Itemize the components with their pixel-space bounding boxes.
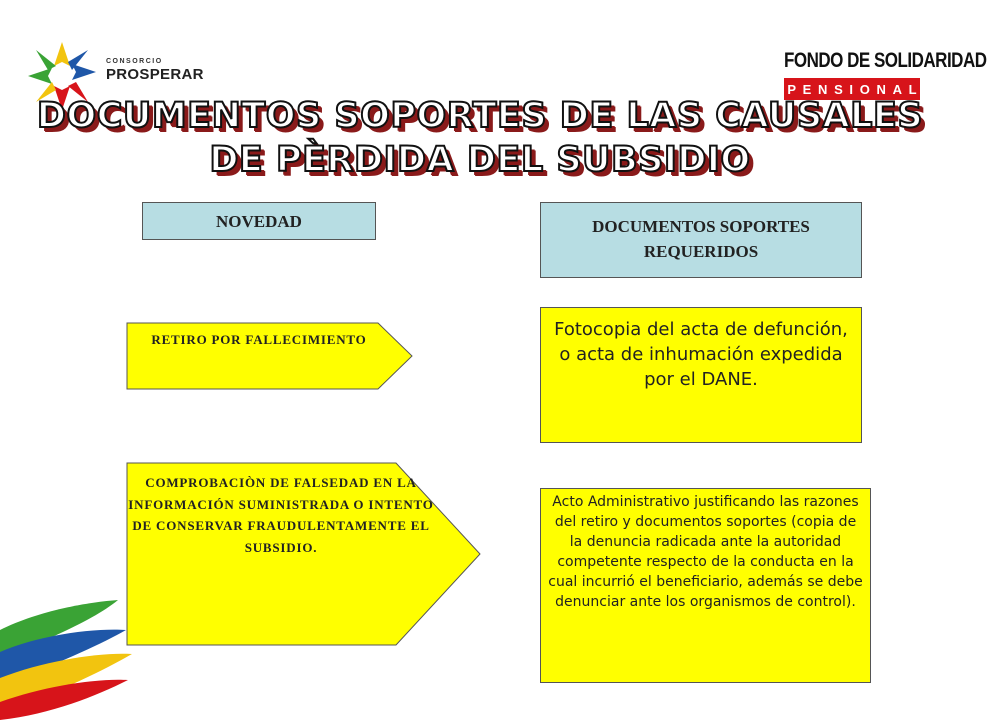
pensional-letter: E (802, 81, 812, 97)
fondo-solidaridad-logo (784, 48, 987, 100)
documento-box-falsedad: Acto Administrativo justificando las razones del retiro y documentos soportes (copia de la denuncia radicada ante la autoridad competente respecto de la conducta en la cual incurrió el beneficiario, además se debe denunciar ante los organismos de control). (540, 488, 871, 683)
slide-title-line1: DOCUMENTOS SOPORTES DE LAS CAUSALES (36, 96, 924, 136)
slide-title-line2: DE PÈRDIDA DEL SUBSIDIO (209, 140, 751, 180)
fondo-title-text: FONDO DE SOLIDARIDAD (784, 48, 987, 72)
logo-prosperar-text: PROSPERAR (106, 66, 204, 83)
pensional-letter: N (818, 81, 828, 97)
header-novedad: NOVEDAD (142, 202, 376, 240)
flag-stripes-icon (0, 590, 150, 720)
decorative-stripes (0, 590, 150, 725)
novedad-arrow-falsedad (126, 462, 482, 646)
pensional-letter: S (834, 81, 843, 97)
pensional-letter: P (787, 81, 796, 97)
pensional-letter: N (876, 81, 886, 97)
novedad-text-falsedad: COMPROBACIÒN DE FALSEDAD EN LA INFORMACIÓN SUMINISTRADA O INTENTO DE CONSERVAR FRAUDULENTAMENTE EL SUBSIDIO. (128, 475, 434, 555)
documento-box-fallecimiento: Fotocopia del acta de defunción, o acta de inhumación expedida por el DANE. (540, 307, 862, 443)
pensional-letter: L (908, 81, 917, 97)
pensional-letter: O (859, 81, 870, 97)
novedad-arrow-fallecimiento (126, 322, 414, 390)
pensional-letter: A (892, 81, 902, 97)
header-documentos: DOCUMENTOS SOPORTES REQUERIDOS (540, 202, 862, 278)
pensional-letter: I (849, 81, 854, 97)
logo-consorcio-text: CONSORCIO (106, 58, 163, 65)
novedad-text-fallecimiento: RETIRO POR FALLECIMIENTO (151, 332, 367, 347)
